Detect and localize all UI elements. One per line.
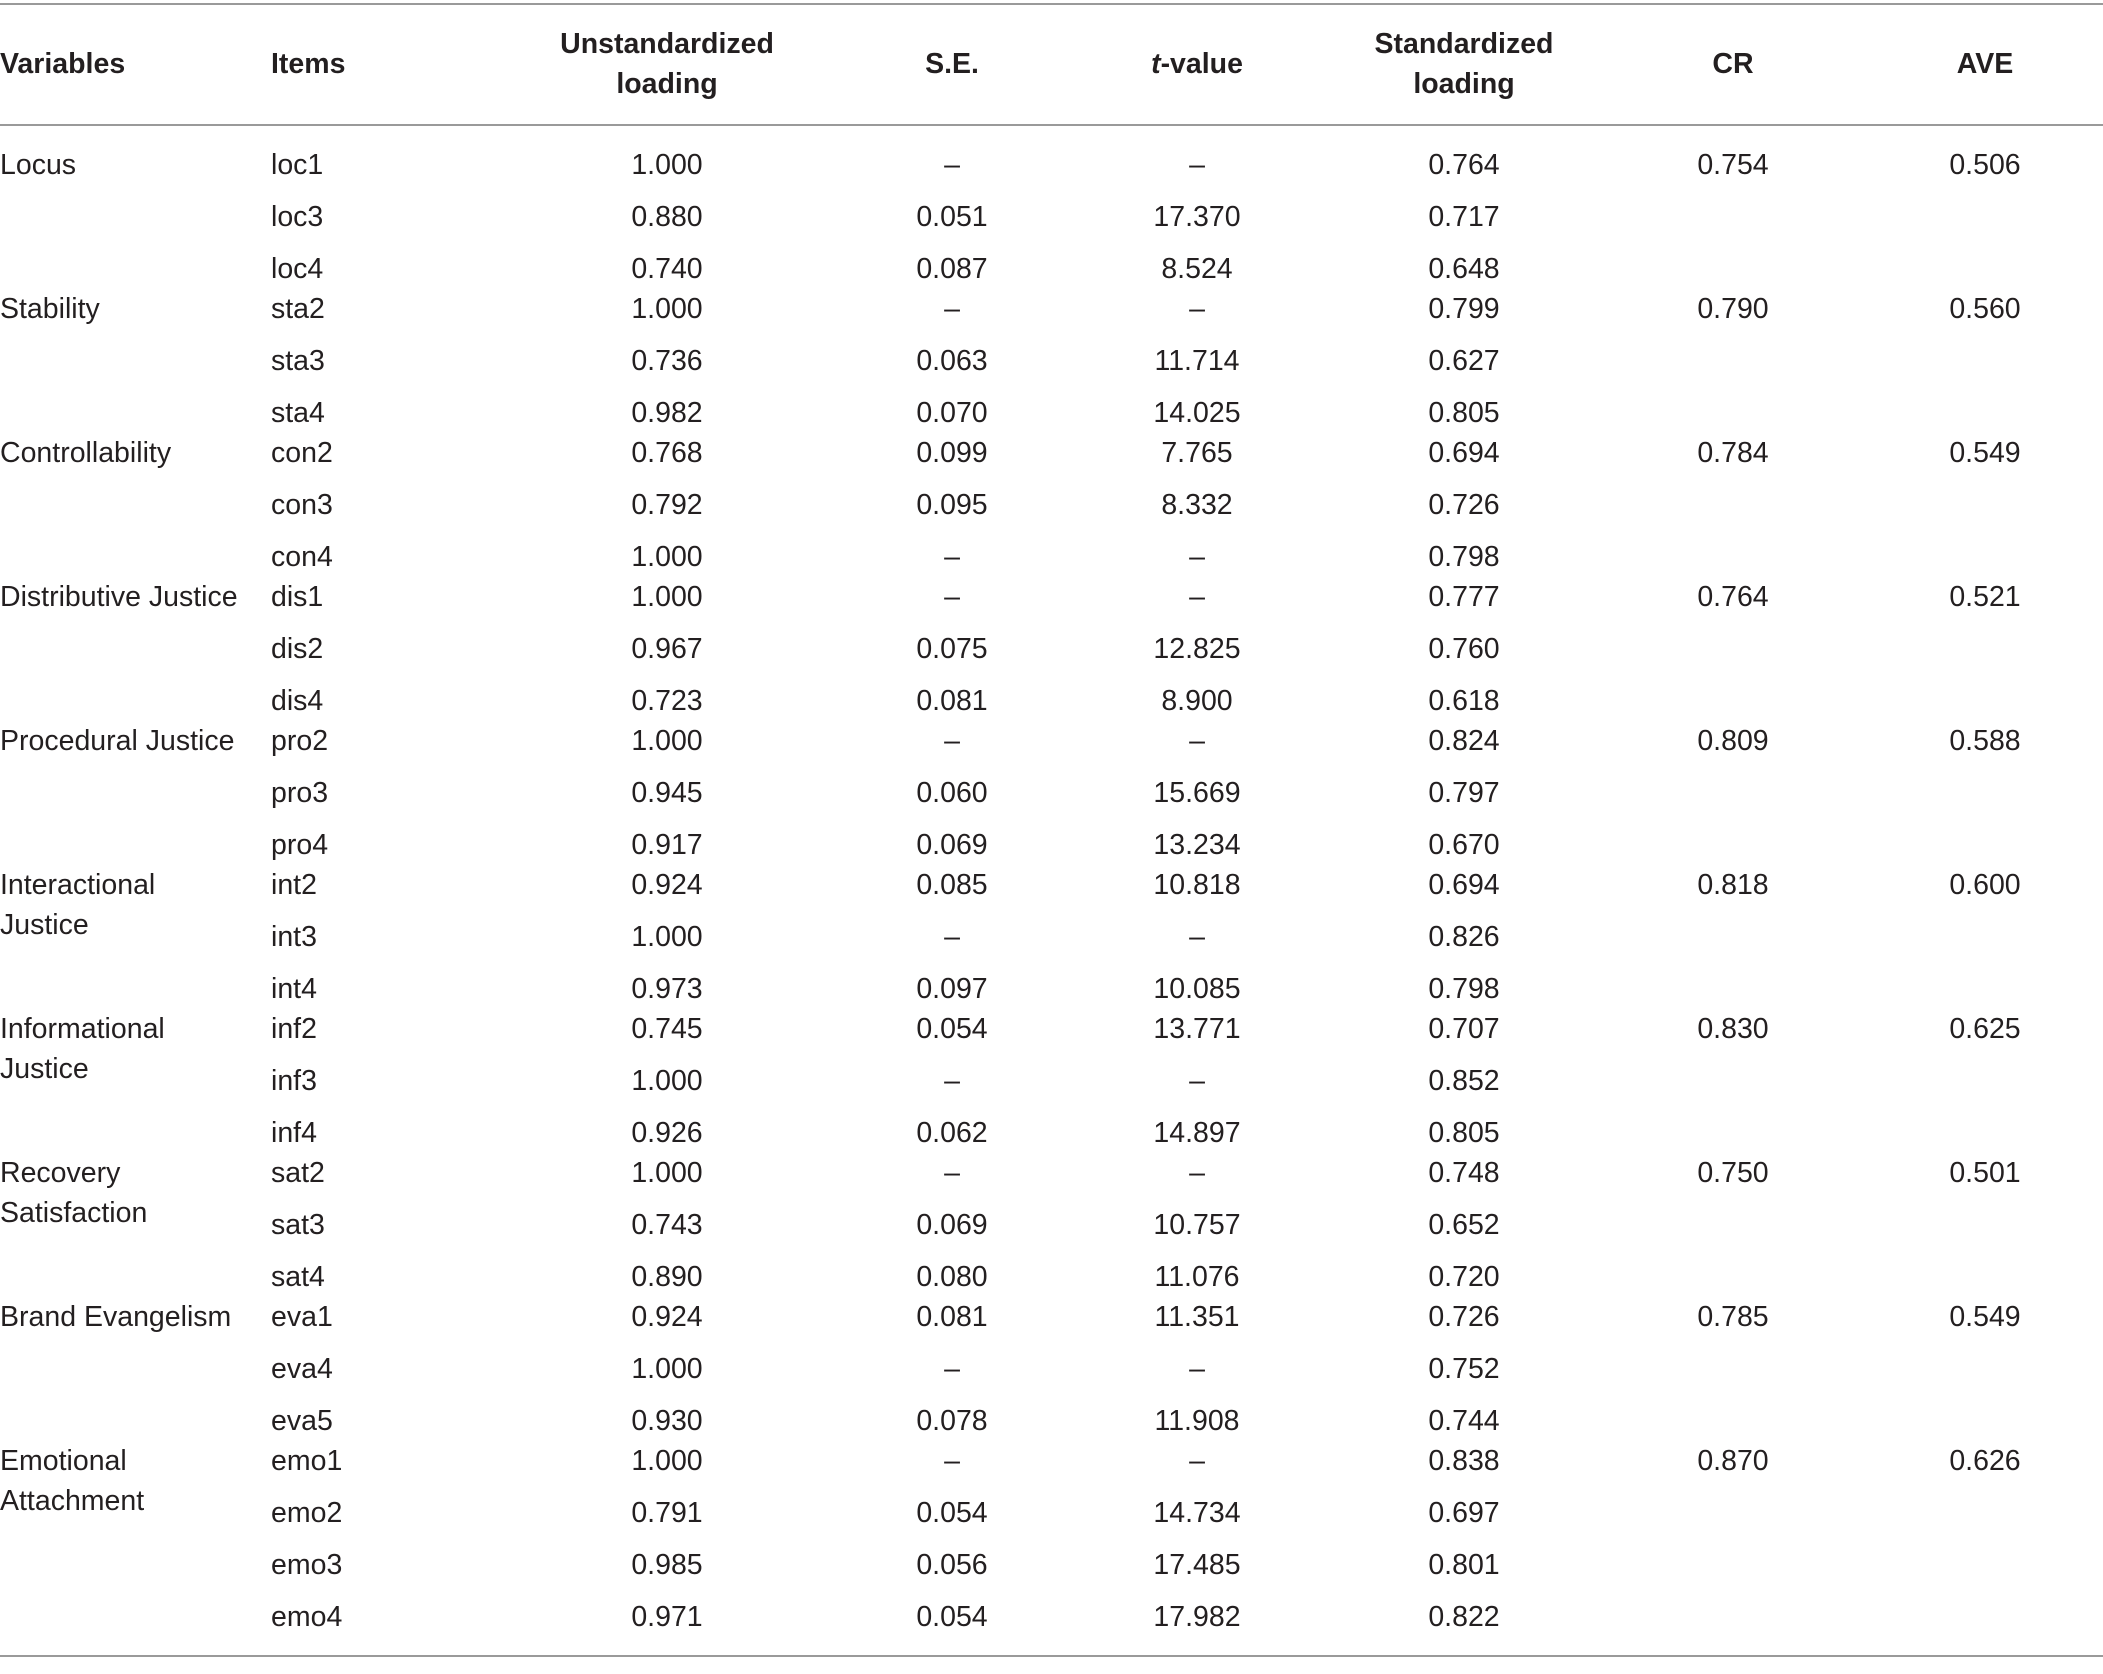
standardized-loading: 0.822 [1428, 1601, 1500, 1633]
ave-value: 0.549 [1949, 1301, 2021, 1333]
item-code: inf4 [271, 1117, 317, 1149]
ave-value: 0.501 [1949, 1157, 2021, 1189]
t-value: – [1189, 541, 1205, 573]
standardized-loading: 0.707 [1428, 1013, 1500, 1045]
unstandardized-loading: 1.000 [631, 581, 703, 613]
unstandardized-loading: 0.945 [631, 777, 703, 809]
standard-error: 0.085 [916, 869, 988, 901]
header-items: Items [271, 48, 346, 80]
item-code: sat2 [271, 1157, 325, 1189]
standard-error: 0.063 [916, 345, 988, 377]
t-value: 17.982 [1153, 1601, 1241, 1633]
cr-value: 0.830 [1697, 1013, 1769, 1045]
header-ave: AVE [1956, 48, 2014, 80]
item-code: inf2 [271, 1013, 317, 1045]
item-code: pro2 [271, 725, 329, 757]
cr-value: 0.870 [1697, 1445, 1769, 1477]
standardized-loading: 0.670 [1428, 829, 1500, 861]
standard-error: 0.069 [916, 829, 988, 861]
standardized-loading: 0.805 [1428, 397, 1500, 429]
t-value: 15.669 [1153, 777, 1241, 809]
cr-value: 0.764 [1697, 581, 1769, 613]
standard-error: 0.087 [916, 253, 988, 285]
t-value: 14.897 [1153, 1117, 1241, 1149]
cr-value: 0.750 [1697, 1157, 1769, 1189]
t-value: – [1189, 1157, 1205, 1189]
standard-error: 0.075 [916, 633, 988, 665]
ave-value: 0.560 [1949, 293, 2021, 325]
item-code: loc1 [271, 149, 324, 181]
item-code: eva4 [271, 1353, 333, 1385]
standardized-loading: 0.797 [1428, 777, 1500, 809]
standardized-loading: 0.852 [1428, 1065, 1500, 1097]
standardized-loading: 0.824 [1428, 725, 1500, 757]
t-value: – [1189, 149, 1205, 181]
variable-name: Interactional Justice [0, 869, 156, 941]
t-value: 8.524 [1161, 253, 1233, 285]
unstandardized-loading: 0.967 [631, 633, 703, 665]
t-value: 7.765 [1161, 437, 1233, 469]
variable-name: Brand Evangelism [0, 1301, 232, 1333]
variable-name: Informational Justice [0, 1013, 165, 1085]
cr-value: 0.754 [1697, 149, 1769, 181]
standardized-loading: 0.798 [1428, 541, 1500, 573]
unstandardized-loading: 0.791 [631, 1497, 703, 1529]
standardized-loading: 0.694 [1428, 869, 1500, 901]
unstandardized-loading: 1.000 [631, 1353, 703, 1385]
standard-error: 0.080 [916, 1261, 988, 1293]
standardized-loading: 0.805 [1428, 1117, 1500, 1149]
top-rule [0, 3, 2103, 5]
cr-value: 0.784 [1697, 437, 1769, 469]
standard-error: – [944, 921, 960, 953]
header-unstandardized-line2: loading [616, 68, 718, 100]
ave-value: 0.625 [1949, 1013, 2021, 1045]
standardized-loading: 0.744 [1428, 1405, 1500, 1437]
variable-name: Procedural Justice [0, 725, 235, 757]
item-code: pro3 [271, 777, 329, 809]
t-value: 13.234 [1153, 829, 1241, 861]
standard-error: – [944, 293, 960, 325]
unstandardized-loading: 1.000 [631, 149, 703, 181]
t-value: – [1189, 581, 1205, 613]
ave-value: 0.600 [1949, 869, 2021, 901]
unstandardized-loading: 1.000 [631, 1445, 703, 1477]
t-value: – [1189, 921, 1205, 953]
header-unstandardized [560, 24, 774, 104]
unstandardized-loading: 0.926 [631, 1117, 703, 1149]
t-value: 8.900 [1161, 685, 1233, 717]
variable-name: Controllability [0, 437, 172, 469]
item-code: dis1 [271, 581, 324, 613]
ave-value: 0.521 [1949, 581, 2021, 613]
item-code: emo2 [271, 1497, 343, 1529]
unstandardized-loading: 0.743 [631, 1209, 703, 1241]
item-code: emo4 [271, 1601, 343, 1633]
unstandardized-loading: 1.000 [631, 1065, 703, 1097]
variable-name: Emotional Attachment [0, 1445, 145, 1517]
standardized-loading: 0.717 [1428, 201, 1500, 233]
item-code: eva5 [271, 1405, 333, 1437]
standardized-loading: 0.627 [1428, 345, 1500, 377]
standardized-loading: 0.720 [1428, 1261, 1500, 1293]
t-value: – [1189, 1065, 1205, 1097]
header-t-letter: t [1151, 48, 1161, 80]
ave-value: 0.588 [1949, 725, 2021, 757]
header-standardized-line2: loading [1413, 68, 1515, 100]
standard-error: 0.099 [916, 437, 988, 469]
standardized-loading: 0.648 [1428, 253, 1500, 285]
standardized-loading: 0.697 [1428, 1497, 1500, 1529]
cr-value: 0.818 [1697, 869, 1769, 901]
standardized-loading: 0.618 [1428, 685, 1500, 717]
item-code: sat4 [271, 1261, 325, 1293]
item-code: loc3 [271, 201, 324, 233]
standard-error: 0.060 [916, 777, 988, 809]
unstandardized-loading: 1.000 [631, 921, 703, 953]
t-value: – [1189, 725, 1205, 757]
standard-error: 0.070 [916, 397, 988, 429]
standardized-loading: 0.777 [1428, 581, 1500, 613]
item-code: int2 [271, 869, 317, 901]
header-t-value [1151, 44, 1243, 84]
item-code: con4 [271, 541, 333, 573]
header-rule [0, 124, 2103, 126]
variable-name: Recovery Satisfaction [0, 1157, 148, 1229]
item-code: eva1 [271, 1301, 333, 1333]
item-code: sta3 [271, 345, 325, 377]
item-code: pro4 [271, 829, 329, 861]
standardized-loading: 0.799 [1428, 293, 1500, 325]
standardized-loading: 0.694 [1428, 437, 1500, 469]
standardized-loading: 0.748 [1428, 1157, 1500, 1189]
t-value: 11.908 [1154, 1405, 1240, 1437]
standard-error: 0.062 [916, 1117, 988, 1149]
unstandardized-loading: 0.736 [631, 345, 703, 377]
t-value: 11.714 [1154, 345, 1240, 377]
standard-error: 0.051 [916, 201, 988, 233]
variable-name: Distributive Justice [0, 581, 238, 613]
t-value: 10.085 [1153, 973, 1241, 1005]
item-code: inf3 [271, 1065, 317, 1097]
standardized-loading: 0.838 [1428, 1445, 1500, 1477]
item-code: loc4 [271, 253, 324, 285]
standard-error: 0.081 [916, 1301, 988, 1333]
unstandardized-loading: 0.745 [631, 1013, 703, 1045]
standardized-loading: 0.652 [1428, 1209, 1500, 1241]
unstandardized-loading: 0.880 [631, 201, 703, 233]
unstandardized-loading: 0.973 [631, 973, 703, 1005]
unstandardized-loading: 1.000 [631, 1157, 703, 1189]
standard-error: – [944, 581, 960, 613]
header-t-suffix: -value [1160, 48, 1243, 80]
unstandardized-loading: 0.982 [631, 397, 703, 429]
t-value: 14.025 [1153, 397, 1241, 429]
unstandardized-loading: 1.000 [631, 541, 703, 573]
standard-error: 0.078 [916, 1405, 988, 1437]
t-value: 13.771 [1153, 1013, 1241, 1045]
item-code: con3 [271, 489, 333, 521]
standardized-loading: 0.726 [1428, 1301, 1500, 1333]
header-unstandardized-line1: Unstandardized [560, 28, 774, 60]
unstandardized-loading: 0.723 [631, 685, 703, 717]
unstandardized-loading: 0.924 [631, 1301, 703, 1333]
unstandardized-loading: 0.917 [631, 829, 703, 861]
item-code: emo1 [271, 1445, 343, 1477]
t-value: 12.825 [1153, 633, 1241, 665]
standard-error: – [944, 1353, 960, 1385]
item-code: dis4 [271, 685, 324, 717]
standard-error: – [944, 541, 960, 573]
t-value: – [1189, 1353, 1205, 1385]
header-se: S.E. [925, 48, 979, 80]
t-value: 10.757 [1153, 1209, 1241, 1241]
standard-error: 0.097 [916, 973, 988, 1005]
item-code: sta4 [271, 397, 325, 429]
standard-error: – [944, 1157, 960, 1189]
standardized-loading: 0.726 [1428, 489, 1500, 521]
item-code: int3 [271, 921, 317, 953]
unstandardized-loading: 1.000 [631, 293, 703, 325]
t-value: 17.370 [1153, 201, 1241, 233]
standard-error: 0.054 [916, 1013, 988, 1045]
item-code: sta2 [271, 293, 325, 325]
standard-error: 0.081 [916, 685, 988, 717]
t-value: 14.734 [1153, 1497, 1241, 1529]
t-value: 10.818 [1153, 869, 1241, 901]
standardized-loading: 0.801 [1428, 1549, 1500, 1581]
bottom-rule [0, 1655, 2103, 1657]
t-value: 11.076 [1154, 1261, 1240, 1293]
standardized-loading: 0.826 [1428, 921, 1500, 953]
unstandardized-loading: 0.740 [631, 253, 703, 285]
standard-error: 0.054 [916, 1497, 988, 1529]
unstandardized-loading: 0.768 [631, 437, 703, 469]
standardized-loading: 0.798 [1428, 973, 1500, 1005]
t-value: 11.351 [1154, 1301, 1240, 1333]
standard-error: 0.054 [916, 1601, 988, 1633]
ave-value: 0.626 [1949, 1445, 2021, 1477]
unstandardized-loading: 0.890 [631, 1261, 703, 1293]
cr-value: 0.785 [1697, 1301, 1769, 1333]
t-value: 17.485 [1153, 1549, 1241, 1581]
variable-name: Locus [0, 149, 77, 181]
item-code: emo3 [271, 1549, 343, 1581]
standard-error: 0.069 [916, 1209, 988, 1241]
standard-error: – [944, 1065, 960, 1097]
unstandardized-loading: 0.924 [631, 869, 703, 901]
standard-error: 0.056 [916, 1549, 988, 1581]
t-value: 8.332 [1161, 489, 1233, 521]
standard-error: – [944, 725, 960, 757]
item-code: int4 [271, 973, 317, 1005]
standardized-loading: 0.764 [1428, 149, 1500, 181]
standard-error: – [944, 1445, 960, 1477]
cr-value: 0.790 [1697, 293, 1769, 325]
t-value: – [1189, 293, 1205, 325]
ave-value: 0.506 [1949, 149, 2021, 181]
standard-error: 0.095 [916, 489, 988, 521]
header-variables: Variables [0, 48, 126, 80]
unstandardized-loading: 0.985 [631, 1549, 703, 1581]
unstandardized-loading: 0.930 [631, 1405, 703, 1437]
header-standardized-line1: Standardized [1374, 28, 1554, 60]
variable-name: Stability [0, 293, 100, 325]
header-cr: CR [1712, 48, 1754, 80]
unstandardized-loading: 0.792 [631, 489, 703, 521]
ave-value: 0.549 [1949, 437, 2021, 469]
standard-error: – [944, 149, 960, 181]
unstandardized-loading: 1.000 [631, 725, 703, 757]
item-code: con2 [271, 437, 333, 469]
t-value: – [1189, 1445, 1205, 1477]
item-code: sat3 [271, 1209, 325, 1241]
cr-value: 0.809 [1697, 725, 1769, 757]
standardized-loading: 0.752 [1428, 1353, 1500, 1385]
unstandardized-loading: 0.971 [631, 1601, 703, 1633]
standardized-loading: 0.760 [1428, 633, 1500, 665]
item-code: dis2 [271, 633, 324, 665]
header-standardized [1375, 24, 1554, 104]
